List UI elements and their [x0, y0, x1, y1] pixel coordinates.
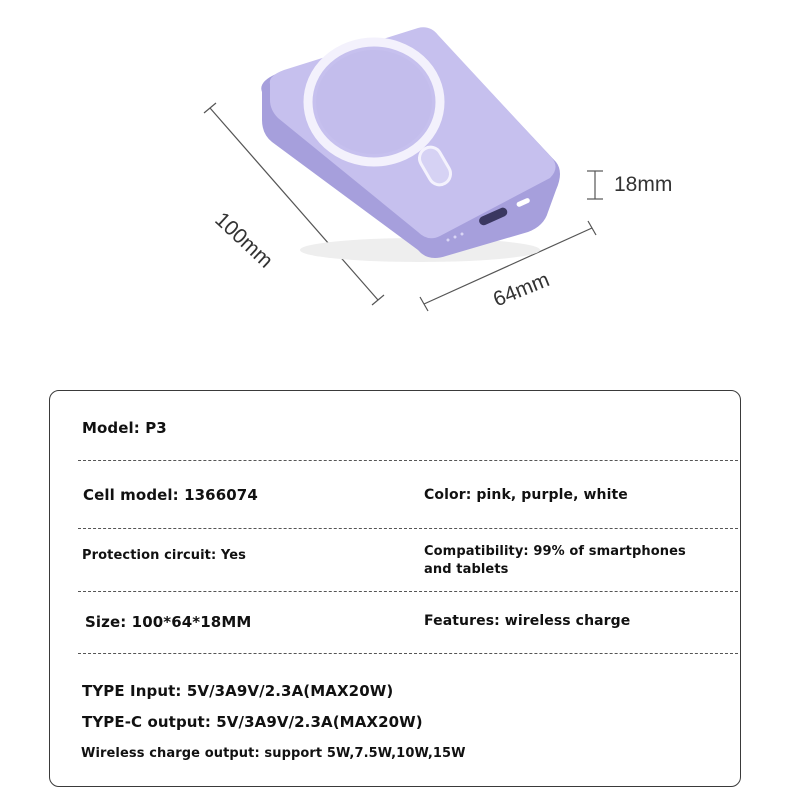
- row-divider: [78, 460, 738, 461]
- spec-color: Color: pink, purple, white: [424, 487, 628, 503]
- spec-wireless-output: Wireless charge output: support 5W,7.5W,10W,15W: [81, 746, 466, 761]
- dimension-thickness-label: 18mm: [614, 173, 673, 196]
- spec-model: Model: P3: [82, 419, 167, 437]
- row-divider: [78, 528, 738, 529]
- dimension-length-label: 100mm: [210, 208, 278, 273]
- spec-features: Features: wireless charge: [424, 613, 631, 629]
- spec-typec-output: TYPE-C output: 5V/3A9V/2.3A(MAX20W): [82, 713, 423, 731]
- spec-card: [49, 390, 741, 787]
- row-divider: [78, 591, 738, 592]
- spec-cell-model: Cell model: 1366074: [83, 486, 258, 504]
- spec-type-input: TYPE Input: 5V/3A9V/2.3A(MAX20W): [82, 682, 394, 700]
- row-divider: [78, 653, 738, 654]
- dimension-line-thickness: [587, 171, 603, 199]
- spec-size: Size: 100*64*18MM: [85, 613, 252, 631]
- spec-protection: Protection circuit: Yes: [82, 548, 246, 563]
- dimension-width-label: 64mm: [490, 268, 553, 312]
- spec-compatibility: Compatibility: 99% of smartphones and tablets: [424, 544, 686, 577]
